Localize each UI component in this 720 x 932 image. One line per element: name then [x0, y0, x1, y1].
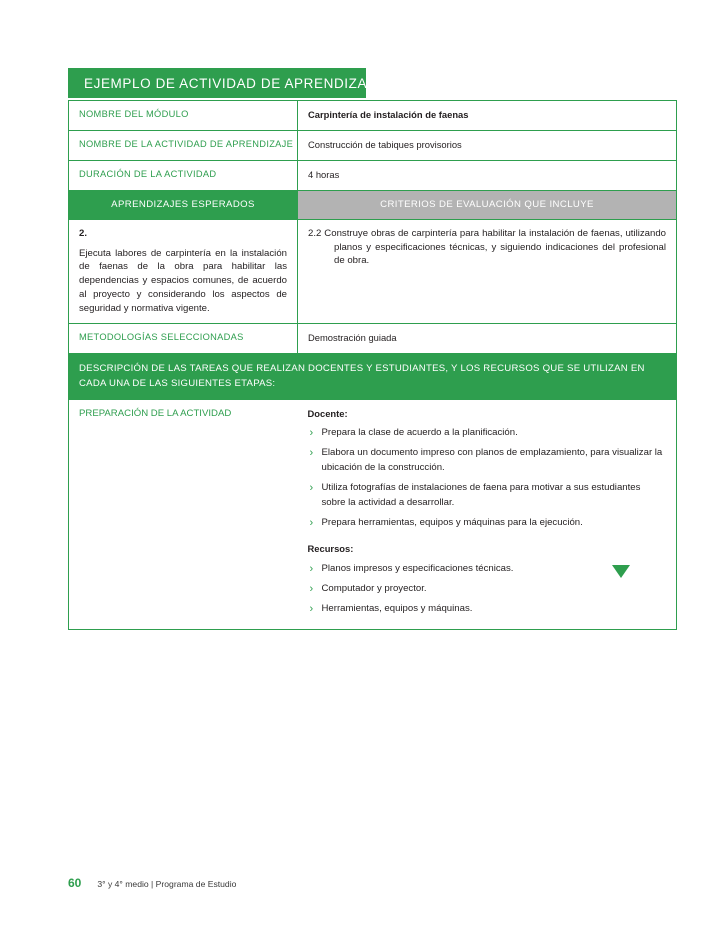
row-value: Carpintería de instalación de faenas	[308, 109, 469, 120]
label-cell	[69, 101, 298, 131]
table-row-column-headers	[69, 190, 677, 219]
header-aprendizajes: APRENDIZAJES ESPERADOS	[69, 190, 298, 219]
header-criterios: CRITERIOS DE EVALUACIÓN QUE INCLUYE	[298, 190, 677, 219]
value-cell	[298, 101, 677, 131]
value-cell	[298, 130, 677, 160]
row-value: 4 horas	[308, 168, 340, 180]
list-item: › Prepara la clase de acuerdo a la planificación.	[308, 426, 667, 441]
learning-number: 2.	[79, 227, 88, 239]
value-cell	[298, 160, 677, 190]
footer-text: 3° y 4° medio | Programa de Estudio	[97, 879, 237, 889]
criteria-cell	[298, 219, 677, 323]
list-item: › Utiliza fotografías de instalaciones de faena para motivar a sus estudiantes sobre la actividad a desarrollar.	[308, 481, 667, 511]
list-item: › Computador y proyector.	[308, 582, 667, 597]
table-row-stage	[69, 399, 677, 629]
table-row-duracion	[69, 160, 677, 190]
teacher-task-list	[308, 426, 667, 530]
table-row-actividad	[69, 130, 677, 160]
row-label: METODOLOGÍAS SELECCIONADAS	[79, 332, 244, 343]
label-cell	[69, 160, 298, 190]
table-row-modulo	[69, 101, 677, 131]
page-footer	[68, 876, 236, 890]
row-label: DURACIÓN DE LA ACTIVIDAD	[79, 168, 217, 179]
learning-cell	[69, 219, 298, 323]
row-label: NOMBRE DE LA ACTIVIDAD DE APRENDIZAJE	[79, 138, 294, 149]
section-banner	[68, 68, 385, 98]
label-cell	[69, 130, 298, 160]
table-row-description-header	[69, 353, 677, 399]
page-number: 60	[68, 876, 82, 890]
learning-text: Ejecuta labores de carpintería en la instalación de faenas de la obra para habilitar las dependencias y espacios comunes, de acuerdo al proyecto y considerando los aspectos de seguridad y normativa vigente.	[79, 247, 287, 315]
stage-body	[298, 399, 677, 629]
list-item: › Planos impresos y especificaciones técnicas.	[308, 562, 667, 577]
label-cell	[69, 324, 298, 354]
value-cell	[298, 324, 677, 354]
row-value: Construcción de tabiques provisorios	[308, 138, 462, 150]
row-value: Demostración guiada	[308, 332, 397, 344]
list-item: › Herramientas, equipos y máquinas.	[308, 602, 667, 617]
list-item: › Prepara herramientas, equipos y máquinas para la ejecución.	[308, 516, 667, 531]
activity-table	[68, 100, 677, 630]
resources-heading: Recursos:	[307, 543, 354, 555]
teacher-heading: Docente:	[307, 407, 348, 419]
description-header: DESCRIPCIÓN DE LAS TAREAS QUE REALIZAN DOCENTES Y ESTUDIANTES, Y LOS RECURSOS QUE SE UTILIZAN EN CADA UNA DE LAS SIGUIENTES ETAPAS:	[69, 353, 677, 399]
table-row-metodologias	[69, 324, 677, 354]
list-item: › Elabora un documento impreso con planos de emplazamiento, para visualizar la ubicación de la construcción.	[308, 446, 667, 476]
continues-down-arrow-icon	[612, 565, 630, 578]
criteria-text: 2.2 Construye obras de carpintería para habilitar la instalación de faenas, utilizando planos y especificaciones técnicas, y siguiendo indicaciones del profesional de obra.	[308, 227, 666, 267]
table-row-content	[69, 219, 677, 323]
row-label: NOMBRE DEL MÓDULO	[79, 109, 189, 119]
section-banner-title: EJEMPLO DE ACTIVIDAD DE APRENDIZAJE	[84, 75, 385, 91]
stage-label: PREPARACIÓN DE LA ACTIVIDAD	[69, 399, 298, 629]
